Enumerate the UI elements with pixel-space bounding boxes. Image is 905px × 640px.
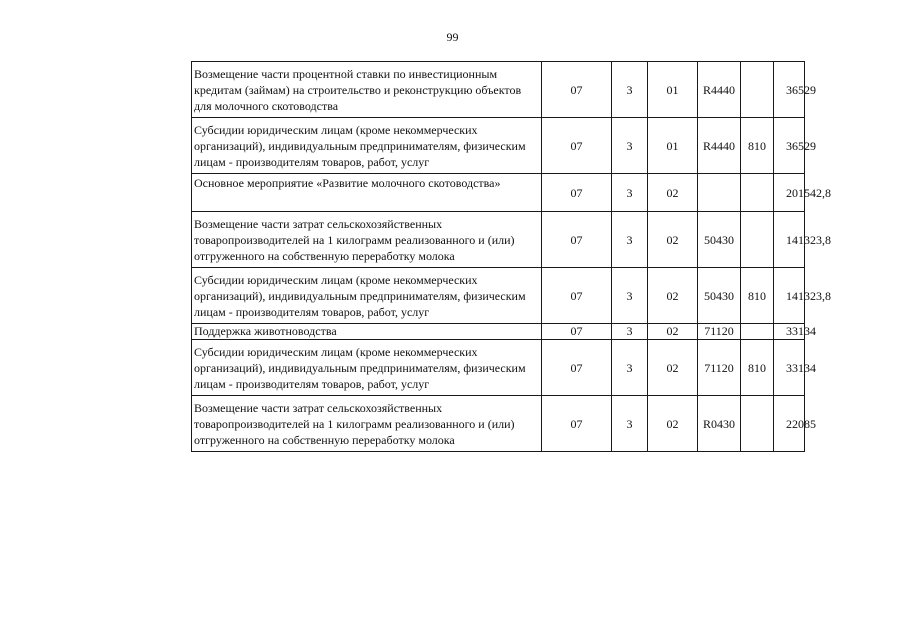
program-code: 02: [648, 396, 698, 452]
section-code: 07: [542, 324, 612, 340]
target-code: 71120: [698, 340, 741, 396]
subsection-code: 3: [612, 62, 648, 118]
table-row: [192, 340, 805, 396]
subsection-code: 3: [612, 324, 648, 340]
expense-type-code: [741, 396, 774, 452]
row-description: Субсидии юридическим лицам (кроме некоммерческих организаций), индивидуальным предпринимателям, физическим лицам - производителям товаров, работ, услуг: [192, 118, 542, 174]
expense-type-code: 810: [741, 340, 774, 396]
row-description: Возмещение части затрат сельскохозяйственных товаропроизводителей на 1 килограмм реализованного и (или) отгруженного на собственную переработку молока: [192, 396, 542, 452]
program-code: 02: [648, 324, 698, 340]
program-code: 02: [648, 340, 698, 396]
amount: 22085: [774, 396, 805, 452]
table-row: [192, 212, 805, 268]
row-description: Возмещение части затрат сельскохозяйственных товаропроизводителей на 1 килограмм реализованного и (или) отгруженного на собственную переработку молока: [192, 212, 542, 268]
subsection-code: 3: [612, 174, 648, 212]
section-code: 07: [542, 396, 612, 452]
amount: 201542,8: [774, 174, 805, 212]
expense-type-code: 810: [741, 268, 774, 324]
target-code: R4440: [698, 118, 741, 174]
amount: 141323,8: [774, 212, 805, 268]
target-code: 71120: [698, 324, 741, 340]
amount: 36529: [774, 62, 805, 118]
row-description: Субсидии юридическим лицам (кроме некоммерческих организаций), индивидуальным предпринимателям, физическим лицам - производителям товаров, работ, услуг: [192, 268, 542, 324]
row-description: Поддержка животноводства: [192, 324, 542, 340]
table-row: [192, 324, 805, 340]
amount: 33134: [774, 340, 805, 396]
section-code: 07: [542, 62, 612, 118]
expense-type-code: [741, 324, 774, 340]
row-description: Возмещение части процентной ставки по инвестиционным кредитам (займам) на строительство и реконструкцию объектов для молочного скотоводства: [192, 62, 542, 118]
subsection-code: 3: [612, 340, 648, 396]
amount: 33134: [774, 324, 805, 340]
budget-table: [191, 61, 831, 452]
program-code: 02: [648, 268, 698, 324]
section-code: 07: [542, 212, 612, 268]
program-code: 02: [648, 174, 698, 212]
expense-type-code: 810: [741, 118, 774, 174]
target-code: 50430: [698, 212, 741, 268]
amount: 36529: [774, 118, 805, 174]
subsection-code: 3: [612, 268, 648, 324]
table-row: [192, 174, 805, 212]
section-code: 07: [542, 118, 612, 174]
target-code: R4440: [698, 62, 741, 118]
program-code: 01: [648, 62, 698, 118]
target-code: R0430: [698, 396, 741, 452]
program-code: 02: [648, 212, 698, 268]
subsection-code: 3: [612, 118, 648, 174]
table-row: [192, 268, 805, 324]
table-row: [192, 118, 805, 174]
page-number: 99: [446, 30, 459, 44]
expense-type-code: [741, 212, 774, 268]
expense-type-code: [741, 174, 774, 212]
subsection-code: 3: [612, 212, 648, 268]
expense-type-code: [741, 62, 774, 118]
row-description: Основное мероприятие «Развитие молочного скотоводства»: [192, 174, 542, 212]
section-code: 07: [542, 174, 612, 212]
program-code: 01: [648, 118, 698, 174]
section-code: 07: [542, 340, 612, 396]
section-code: 07: [542, 268, 612, 324]
target-code: [698, 174, 741, 212]
row-description: Субсидии юридическим лицам (кроме некоммерческих организаций), индивидуальным предпринимателям, физическим лицам - производителям товаров, работ, услуг: [192, 340, 542, 396]
table-row: [192, 396, 805, 452]
target-code: 50430: [698, 268, 741, 324]
subsection-code: 3: [612, 396, 648, 452]
amount: 141323,8: [774, 268, 805, 324]
table-row: [192, 62, 805, 118]
